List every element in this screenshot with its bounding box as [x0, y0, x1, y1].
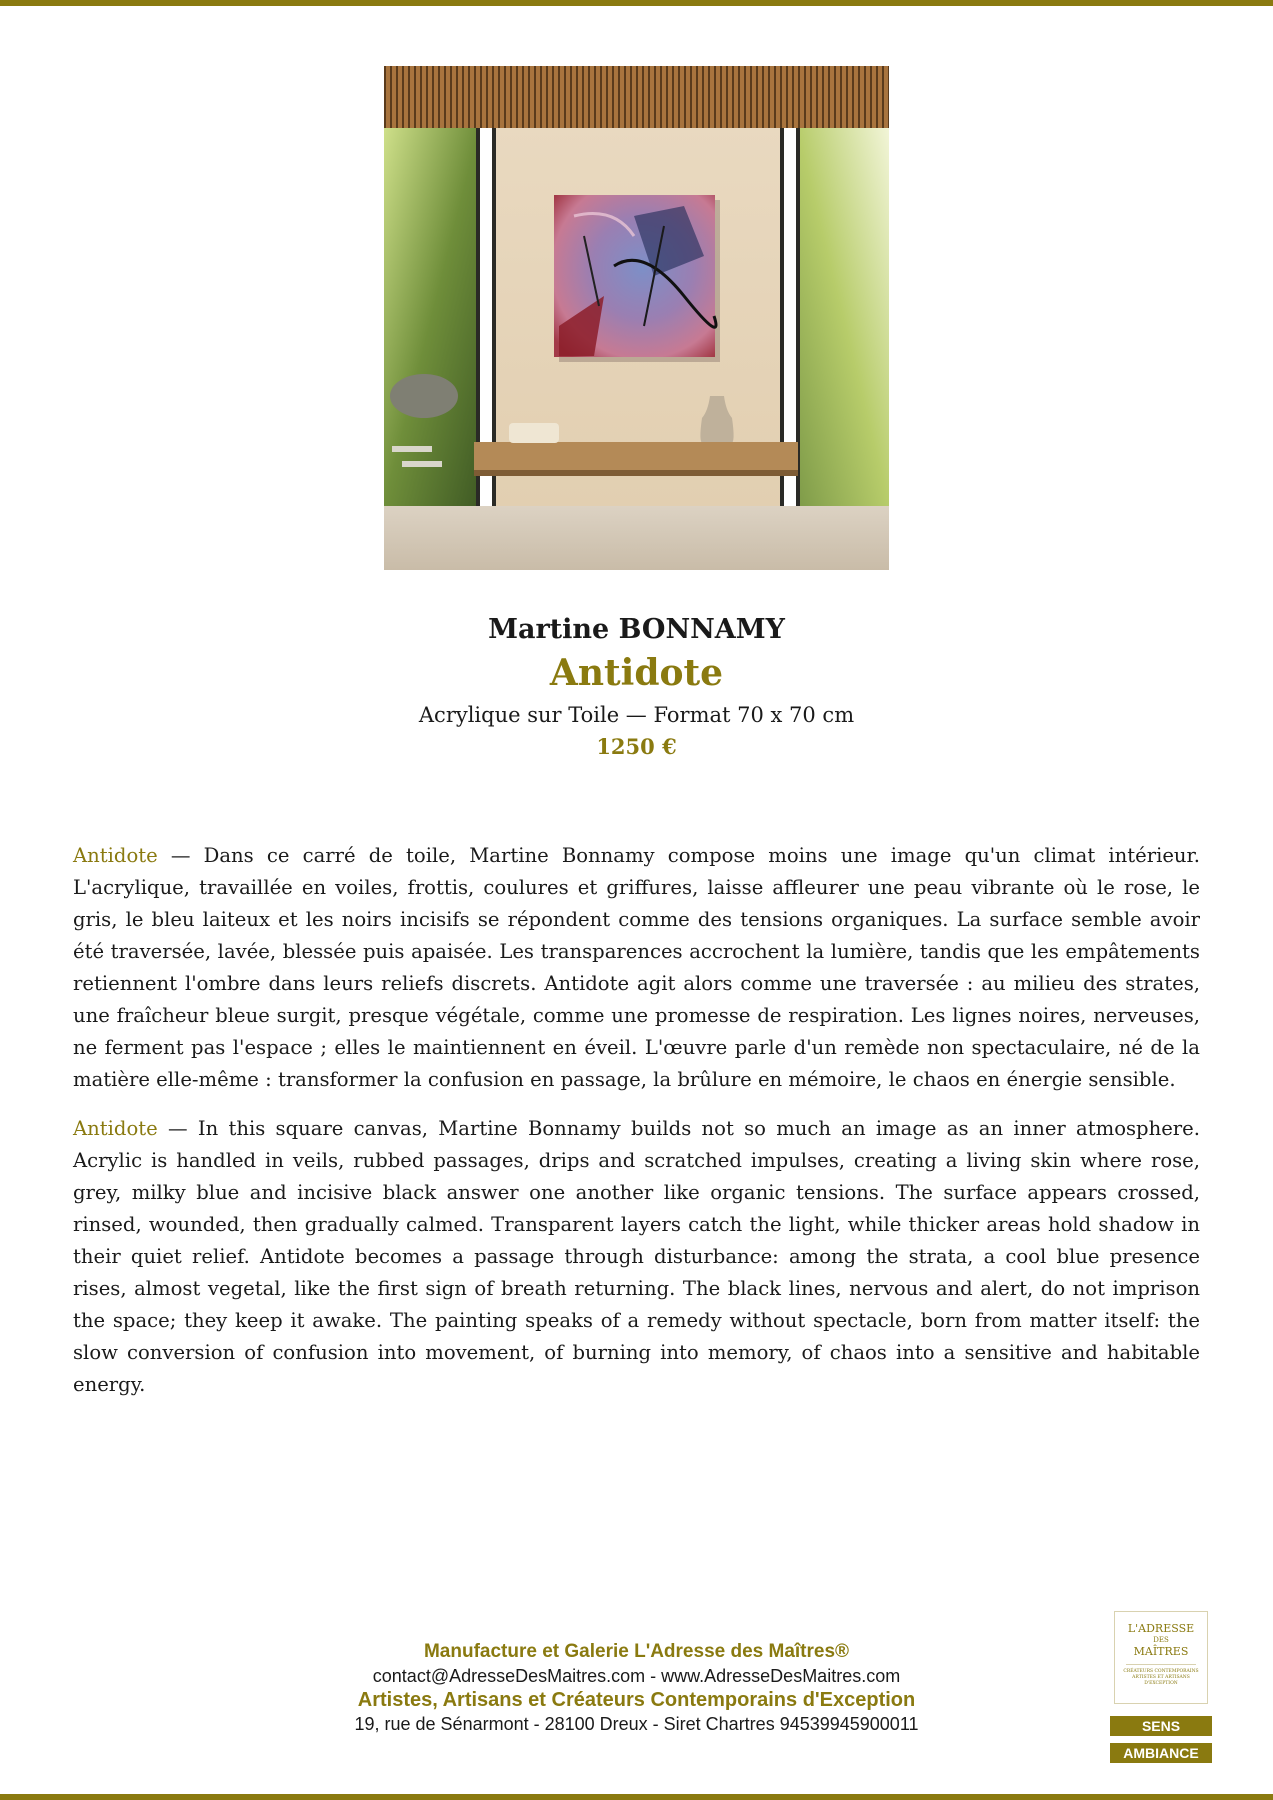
- artist-name: Martine BONNAMY: [488, 614, 785, 645]
- badge-sens: SENS: [1110, 1716, 1212, 1736]
- top-rule: [0, 0, 1273, 6]
- description-french: [73, 840, 1200, 1096]
- artwork-room-photo: [384, 66, 889, 570]
- footer-address: 19, rue de Sénarmont - 28100 Dreux - Siret Chartres 94539945900011: [354, 1714, 919, 1734]
- logo-line-1: L'ADRESSE: [1127, 1622, 1195, 1635]
- description-english-lead: Antidote: [73, 1117, 158, 1140]
- badge-ambiance: AMBIANCE: [1110, 1743, 1212, 1763]
- description-french-lead: Antidote: [73, 844, 158, 867]
- bottom-rule: [0, 1794, 1273, 1800]
- artwork-title: Antidote: [549, 652, 724, 694]
- description-english: [73, 1113, 1200, 1401]
- footer-tagline: Artistes, Artisans et Créateurs Contemporains d'Exception: [357, 1689, 916, 1711]
- footer-contact: contact@AdresseDesMaitres.com - www.AdresseDesMaitres.com: [372, 1666, 901, 1686]
- artwork-medium: Acrylique sur Toile — Format 70 x 70 cm: [418, 703, 855, 727]
- footer-gallery-name: Manufacture et Galerie L'Adresse des Maîtres®: [423, 1641, 850, 1662]
- logo-subtitle: CRÉATEURS CONTEMPORAINS ARTISTES ET ARTISANS D'EXCEPTION: [1123, 1669, 1199, 1686]
- gallery-logo: [1114, 1611, 1208, 1704]
- logo-divider: [1126, 1664, 1196, 1665]
- description-english-text: — In this square canvas, Martine Bonnamy builds not so much an image as an inner atmosphere. Acrylic is handled in veils, rubbed passages, drips and scratched impulses, creating a living skin where rose, grey, milky blue and incisive black answer one another like organic tensions. The surface appears crossed, rinsed, wounded, then gradually calmed. Transparent layers catch the light, while thicker areas hold shadow in their quiet relief. Antidote becomes a passage through disturbance: among the strata, a cool blue presence rises, almost vegetal, like the first sign of breath returning. The black lines, nervous and alert, do not imprison the space; they keep it awake. The painting speaks of a remedy without spectacle, born from matter itself: the slow conversion of confusion into movement, of burning into memory, of chaos into a sensitive and habitable energy.: [73, 1117, 1200, 1396]
- artwork-price: 1250 €: [596, 734, 677, 759]
- logo-line-3: MAÎTRES: [1133, 1645, 1189, 1658]
- logo-line-2: DES: [1153, 1636, 1169, 1644]
- footer: [0, 1640, 1273, 1736]
- description-french-text: — Dans ce carré de toile, Martine Bonnamy compose moins une image qu'un climat intérieur. L'acrylique, travaillée en voiles, frottis, coulures et griffures, laisse affleurer une peau vibrante où le rose, le gris, le bleu laiteux et les noirs incisifs se répondent comme des tensions organiques. La surface semble avoir été traversée, lavée, blessée puis apaisée. Les transparences accrochent la lumière, tandis que les empâtements retiennent l'ombre dans leurs reliefs discrets. Antidote agit alors comme une traversée : au milieu des strates, une fraîcheur bleue surgit, presque végétale, comme une promesse de respiration. Les lignes noires, nerveuses, ne ferment pas l'espace ; elles le maintiennent en éveil. L'œuvre parle d'un remède non spectaculaire, né de la matière elle-même : transformer la confusion en passage, la brûlure en mémoire, le chaos en énergie sensible.: [73, 844, 1200, 1091]
- artwork-header: [0, 612, 1273, 762]
